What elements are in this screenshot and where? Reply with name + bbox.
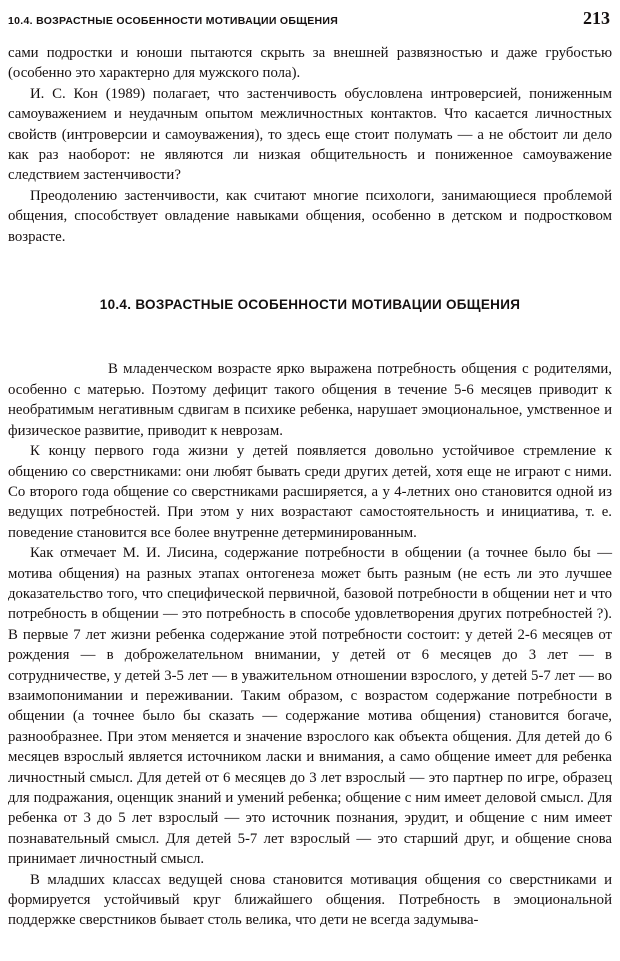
paragraph: В младших классах ведущей снова становится мотивация общения со сверстниками и формируется устойчивый круг ближайшего общения. Потребность в эмоциональной поддержке сверстников бывает столь велика, что дети не всегда задумыва-: [8, 871, 612, 929]
page-number: 213: [583, 8, 610, 28]
running-title: 10.4. ВОЗРАСТНЫЕ ОСОБЕННОСТИ МОТИВАЦИИ ОБЩЕНИЯ: [8, 15, 339, 27]
paragraph: В младенческом возрасте ярко выражена потребность общения с родителями, особенно с матерью. Поэтому дефицит такого общения в течение 5-6 месяцев приводит к необратимым негативным сдвигам в психике ребенка, нарушает эмоциональное, умственное и физическое развитие, приводит к неврозам.: [8, 361, 612, 439]
paragraph: Преодолению застенчивости, как считают многие психологи, занимающиеся проблемой общения, способствует овладение навыками общения, особенно в детском и подростковом возрасте.: [8, 187, 612, 245]
paragraph: сами подростки и юноши пытаются скрыть за внешней развязностью и даже грубостью (особенно это характерно для мужского пола).: [8, 45, 612, 82]
section-heading: 10.4. ВОЗРАСТНЫЕ ОСОБЕННОСТИ МОТИВАЦИИ ОБЩЕНИЯ: [99, 297, 521, 313]
page-body: [8, 43, 612, 931]
paragraph: И. С. Кон (1989) полагает, что застенчивость обусловлена интроверсией, пониженным самоуважением и неудачным опытом межличностных контактов. Что касается личностных свойств (интроверсии и самоуважения), то здесь еще стоит полумать — а не обстоит ли дело как раз наоборот: не являются ли низкая общительность и пониженное самоуважение следствием застенчивости?: [8, 85, 612, 184]
paragraph: К концу первого года жизни у детей появляется довольно устойчивое стремление к общению со сверстниками: они любят бывать среди других детей, хотя еще не играют с ними. Со второго года общение со сверстниками расширяется, а у 4-летних оно становится одной из ведущих потребностей. При этом у них возрастают самостоятельность и инициатива, т. е. поведение становится все более внутренне детерминированным.: [8, 443, 612, 541]
running-header: [8, 8, 612, 29]
paragraph: Как отмечает М. И. Лисина, содержание потребности в общении (а точнее было бы — мотива общения) на разных этапах онтогенеза может быть разным (не есть ли это лучшее доказательство того, что специфической первичной, базовой потребности в общении нет и что потребность в общении — это потребность в способе удовлетворения других потребностей ?). В первые 7 лет жизни ребенка содержание этой потребности состоит: у детей 2-6 месяцев от рождения — в доброжелательном внимании, у детей от 6 месяцев до 3 лет — в сотрудничестве, у детей 3-5 лет — в уважительном отношении взрослого, у детей 5-7 лет — во взаимопонимании и переживании. Таким образом, с возрастом содержание потребности в общении (а точнее было бы сказать — содержание мотива общения) становится богаче, разнообразнее. При этом меняется и значение взрослого как объекта общения. Для детей до 6 месяцев взрослый является источником ласки и внимания, а само общение имеет для ребенка личностный смысл. Для детей от 6 месяцев до 3 лет взрослый — это партнер по игре, образец для подражания, оценщик знаний и умений ребенка; общение с ним имеет деловой смысл. Для ребенка от 3 до 5 лет взрослый — это источник познания, эрудит, и общение с ним имеет познавательный смысл. Для детей 5-7 лет взрослый — это старший друг, и общение снова принимает личностный смысл.: [8, 545, 612, 868]
